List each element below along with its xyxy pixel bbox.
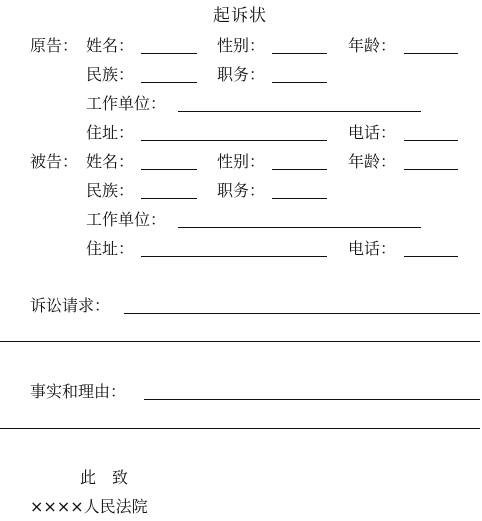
facts-continuation-line[interactable] — [0, 428, 480, 429]
plaintiff-address-blank[interactable] — [141, 140, 327, 141]
plaintiff-phone-label: 电话： — [348, 123, 397, 142]
defendant-age-blank[interactable] — [404, 169, 458, 170]
defendant-address-blank[interactable] — [141, 256, 327, 257]
plaintiff-age-label: 年龄： — [348, 36, 397, 55]
defendant-age-label: 年龄： — [348, 152, 397, 171]
defendant-position-label: 职务： — [217, 181, 266, 200]
defendant-name-label: 姓名： — [86, 152, 135, 171]
defendant-role-label: 被告： — [30, 152, 79, 171]
plaintiff-gender-blank[interactable] — [272, 53, 327, 54]
plaintiff-age-blank[interactable] — [404, 53, 458, 54]
facts-blank[interactable] — [144, 399, 480, 400]
plaintiff-address-label: 住址： — [86, 123, 135, 142]
court-name: ××××人民法院 — [30, 497, 148, 516]
form-title: 起诉状 — [213, 6, 267, 26]
plaintiff-gender-label: 性别： — [217, 36, 266, 55]
plaintiff-ethnicity-blank[interactable] — [141, 82, 197, 83]
plaintiff-position-blank[interactable] — [272, 82, 327, 83]
plaintiff-position-label: 职务： — [217, 65, 266, 84]
plaintiff-role-label: 原告： — [30, 36, 79, 55]
plaintiff-employer-blank[interactable] — [178, 111, 421, 112]
plaintiff-employer-label: 工作单位： — [86, 94, 167, 113]
defendant-employer-blank[interactable] — [178, 227, 421, 228]
defendant-ethnicity-blank[interactable] — [141, 198, 197, 199]
claims-continuation-line[interactable] — [0, 341, 480, 342]
defendant-name-blank[interactable] — [141, 169, 197, 170]
facts-label: 事实和理由： — [30, 382, 127, 401]
plaintiff-name-label: 姓名： — [86, 36, 135, 55]
defendant-gender-blank[interactable] — [272, 169, 327, 170]
defendant-phone-blank[interactable] — [404, 256, 458, 257]
defendant-address-label: 住址： — [86, 239, 135, 258]
closing-salutation: 此 致 — [80, 468, 129, 487]
defendant-ethnicity-label: 民族： — [86, 181, 135, 200]
plaintiff-phone-blank[interactable] — [404, 140, 458, 141]
defendant-position-blank[interactable] — [272, 198, 327, 199]
defendant-phone-label: 电话： — [348, 239, 397, 258]
defendant-gender-label: 性别： — [217, 152, 266, 171]
defendant-employer-label: 工作单位： — [86, 210, 167, 229]
claims-blank[interactable] — [124, 313, 480, 314]
claims-label: 诉讼请求： — [30, 296, 111, 315]
plaintiff-ethnicity-label: 民族： — [86, 65, 135, 84]
plaintiff-name-blank[interactable] — [141, 53, 197, 54]
